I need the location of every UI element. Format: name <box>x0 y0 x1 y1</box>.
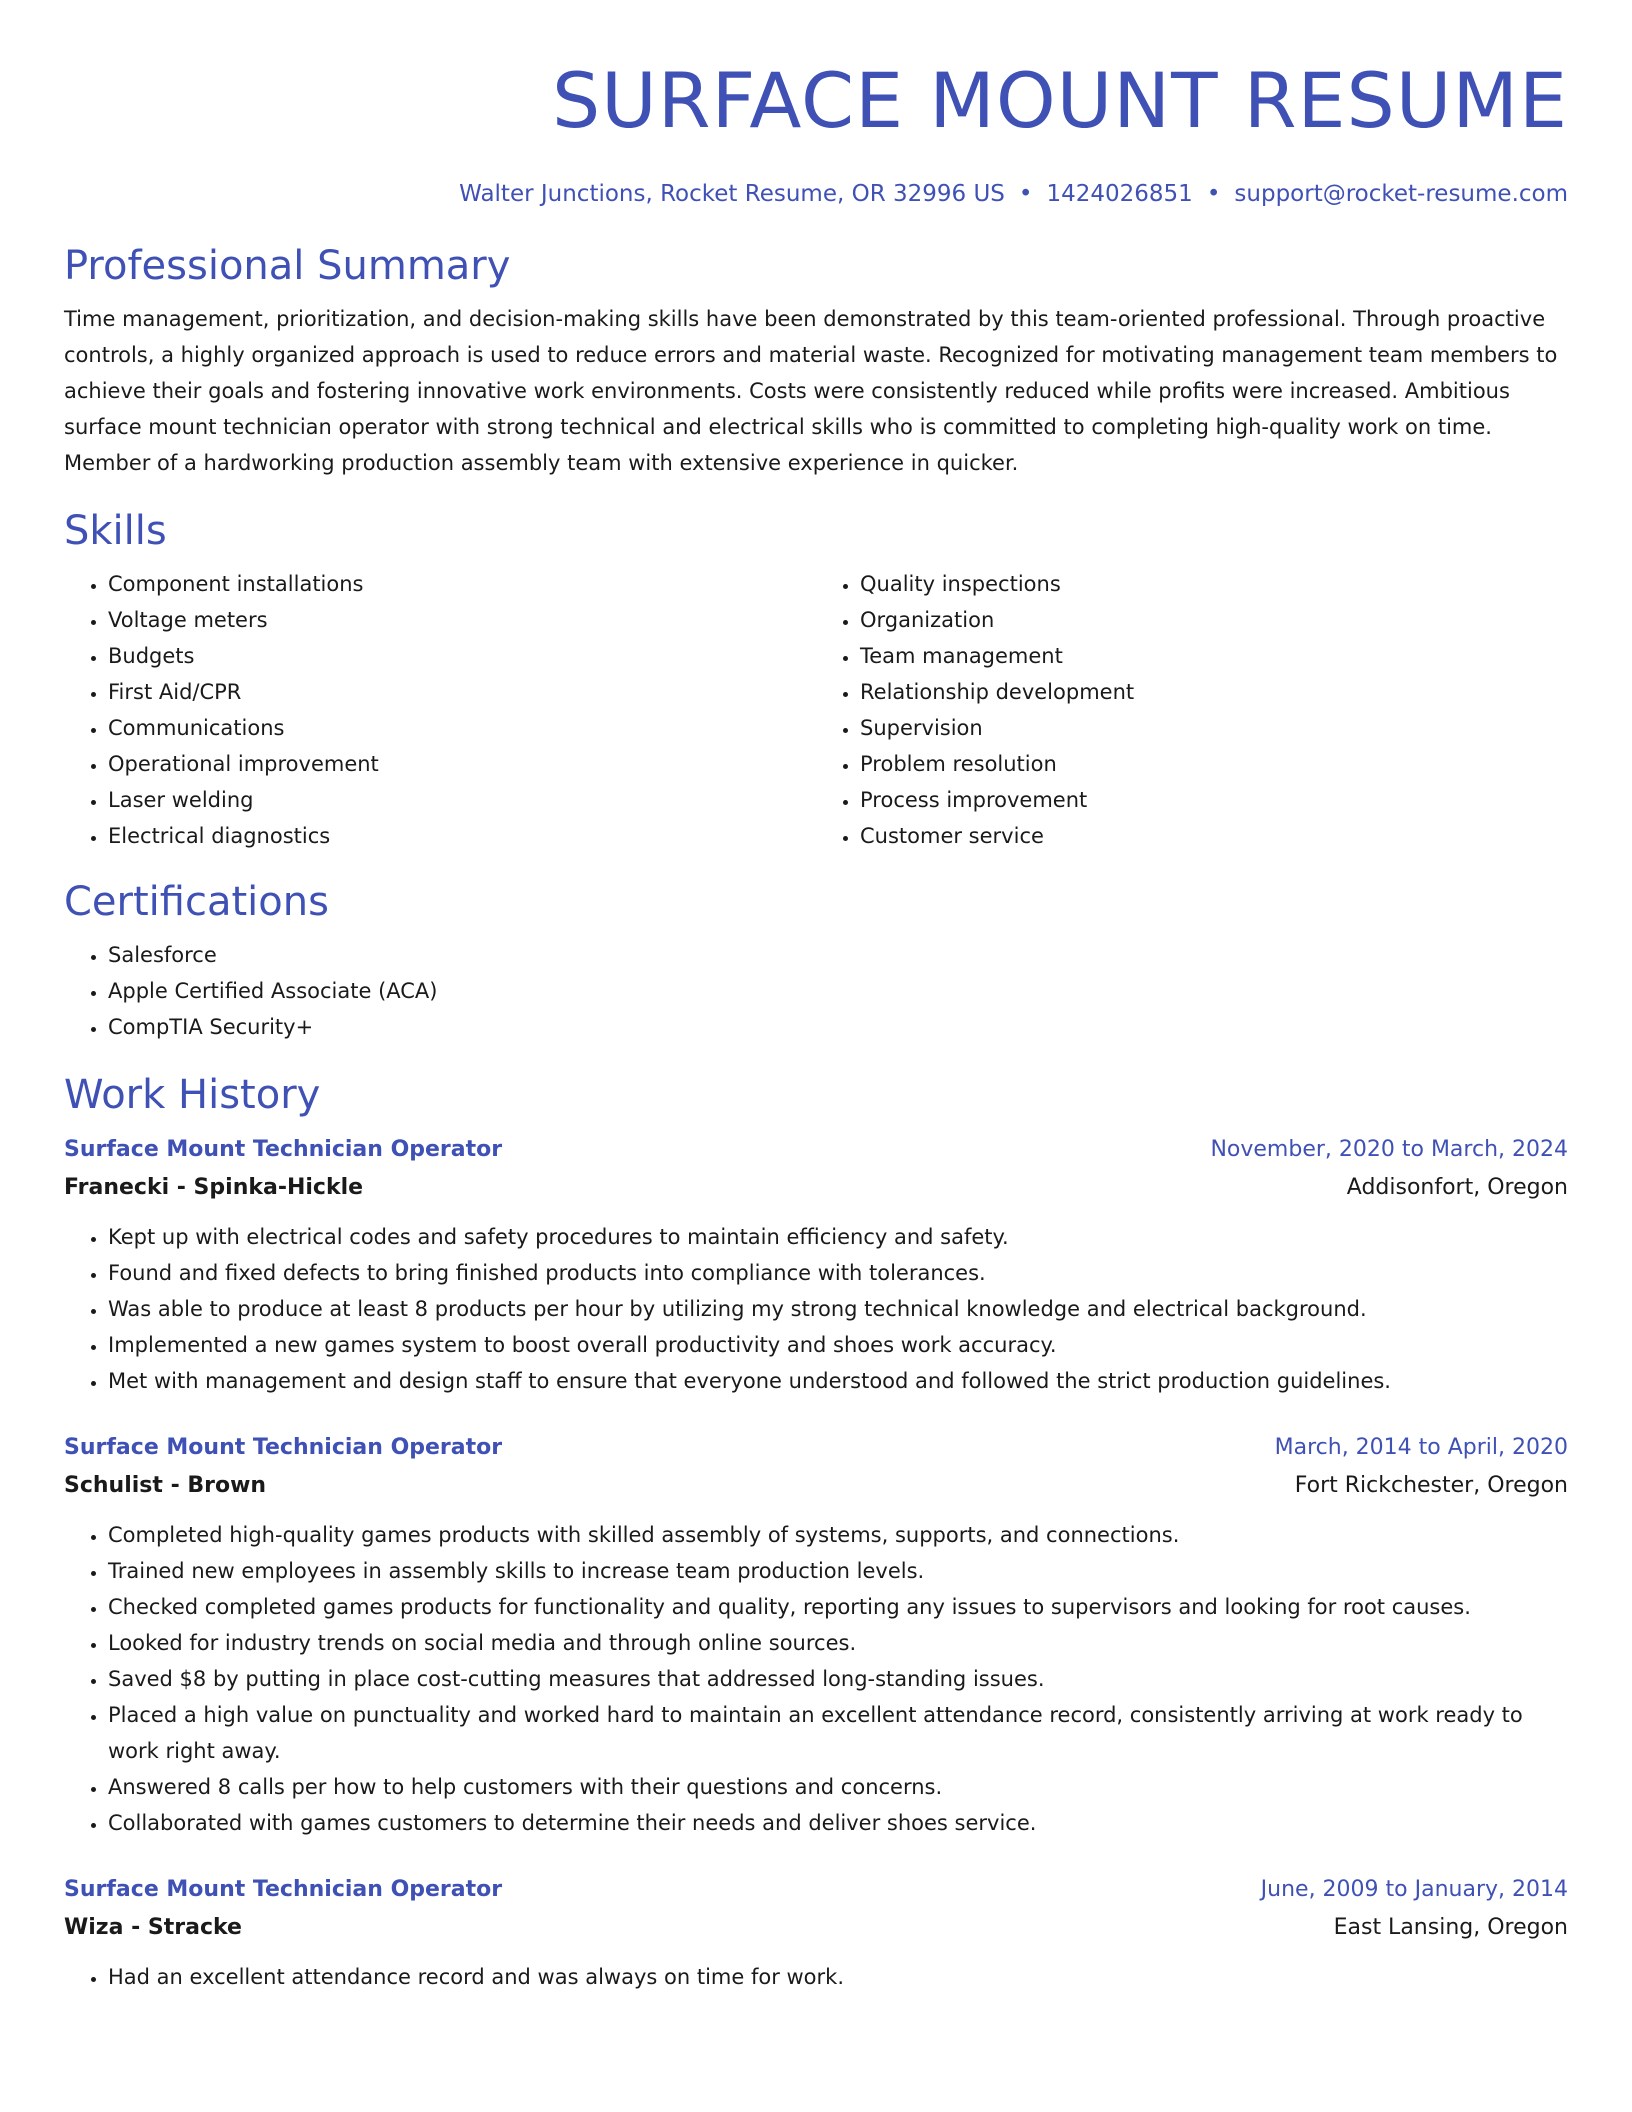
job-bullet: • Found and fixed defects to bring finished products into compliance with tolerances. <box>108 1255 1568 1291</box>
skill-item: • Problem resolution <box>860 746 1568 782</box>
summary-section <box>64 242 1568 481</box>
summary-text <box>64 301 1568 481</box>
skill-item: • First Aid/CPR <box>108 674 816 710</box>
job-company: Wiza - Stracke <box>64 1915 242 1940</box>
certifications-section <box>64 878 1568 1045</box>
summary-line: controls, a highly organized approach is used to reduce errors and material waste. Recognized for motivating management team members to <box>64 343 1558 367</box>
section-title-skills: Skills <box>64 508 167 554</box>
work-history-section <box>64 1071 1568 1995</box>
job-bullet: • Completed high-quality games products with skilled assembly of systems, supports, and connections. <box>108 1517 1568 1553</box>
skill-item: • Supervision <box>860 710 1568 746</box>
job-entry <box>64 1131 1568 1399</box>
skill-item: • Team management <box>860 638 1568 674</box>
skill-item: • Component installations <box>108 566 816 602</box>
job-bullet: • Kept up with electrical codes and safety procedures to maintain efficiency and safety. <box>108 1219 1568 1255</box>
skill-item: • Laser welding <box>108 782 816 818</box>
skills-list-right <box>816 566 1568 854</box>
contact-line <box>64 180 1568 208</box>
job-dates: November, 2020 to March, 2024 <box>1210 1137 1568 1162</box>
job-entry <box>64 1871 1568 1995</box>
summary-line: Time management, prioritization, and decision-making skills have been demonstrated by this team-oriented professional. Through proactive <box>64 307 1546 331</box>
job-company-row <box>64 1467 1568 1505</box>
job-bullets <box>64 1219 1568 1399</box>
resume-name: SURFACE MOUNT RESUME <box>551 56 1568 145</box>
section-title-work-history: Work History <box>64 1072 321 1118</box>
job-header <box>64 1131 1568 1169</box>
skill-item: • Operational improvement <box>108 746 816 782</box>
job-company: Schulist - Brown <box>64 1473 267 1498</box>
section-title-summary: Professional Summary <box>64 243 511 289</box>
certification-item: • Apple Certified Associate (ACA) <box>108 973 1568 1009</box>
skill-item: • Budgets <box>108 638 816 674</box>
section-title-certifications: Certifications <box>64 879 329 925</box>
job-bullet: • Was able to produce at least 8 products per hour by utilizing my strong technical knowledge and electrical background. <box>108 1291 1568 1327</box>
skill-item: • Organization <box>860 602 1568 638</box>
job-location: East Lansing, Oregon <box>1333 1915 1568 1940</box>
skill-item: • Voltage meters <box>108 602 816 638</box>
skill-item: • Process improvement <box>860 782 1568 818</box>
certification-item: • CompTIA Security+ <box>108 1009 1568 1045</box>
job-bullet: • Collaborated with games customers to determine their needs and deliver shoes service. <box>108 1805 1568 1841</box>
contact-address: Walter Junctions, Rocket Resume, OR 32996 US <box>459 181 1005 207</box>
contact-email[interactable]: support@rocket-resume.com <box>1234 181 1568 207</box>
job-bullet: • Met with management and design staff to ensure that everyone understood and followed the strict production guidelines. <box>108 1363 1568 1399</box>
job-dates: June, 2009 to January, 2014 <box>1260 1877 1568 1902</box>
job-bullet: • Looked for industry trends on social media and through online sources. <box>108 1625 1568 1661</box>
job-company: Franecki - Spinka-Hickle <box>64 1175 364 1200</box>
skill-item: • Communications <box>108 710 816 746</box>
skills-columns <box>64 566 1568 854</box>
skill-item: • Relationship development <box>860 674 1568 710</box>
job-title: Surface Mount Technician Operator <box>64 1435 503 1460</box>
skills-section <box>64 507 1568 854</box>
job-company-row <box>64 1909 1568 1947</box>
skill-item: • Electrical diagnostics <box>108 818 816 854</box>
job-title: Surface Mount Technician Operator <box>64 1137 503 1162</box>
job-bullet: • Placed a high value on punctuality and worked hard to maintain an excellent attendance record, consistently arriving at work ready to work right away. <box>108 1697 1568 1769</box>
job-header <box>64 1871 1568 1909</box>
certification-item: • Salesforce <box>108 937 1568 973</box>
contact-separator: • <box>1018 181 1033 207</box>
job-bullet: • Saved $8 by putting in place cost-cutting measures that addressed long-standing issues. <box>108 1661 1568 1697</box>
job-bullet: • Had an excellent attendance record and was always on time for work. <box>108 1959 1568 1995</box>
job-location: Fort Rickchester, Oregon <box>1294 1473 1568 1498</box>
summary-line: achieve their goals and fostering innovative work environments. Costs were consistently reduced while profits were increased. Ambitious <box>64 379 1510 403</box>
resume-page <box>64 0 1568 1995</box>
job-bullet: • Checked completed games products for functionality and quality, reporting any issues to supervisors and looking for root causes. <box>108 1589 1568 1625</box>
job-bullets <box>64 1517 1568 1841</box>
job-bullet: • Implemented a new games system to boost overall productivity and shoes work accuracy. <box>108 1327 1568 1363</box>
skills-list-left <box>64 566 816 854</box>
contact-separator: • <box>1206 181 1221 207</box>
skill-item: • Quality inspections <box>860 566 1568 602</box>
job-company-row <box>64 1169 1568 1207</box>
skill-item: • Customer service <box>860 818 1568 854</box>
summary-line: Member of a hardworking production assembly team with extensive experience in quicker. <box>64 451 1019 475</box>
job-bullet: • Trained new employees in assembly skills to increase team production levels. <box>108 1553 1568 1589</box>
job-dates: March, 2014 to April, 2020 <box>1274 1435 1568 1460</box>
job-location: Addisonfort, Oregon <box>1346 1175 1568 1200</box>
summary-line: surface mount technician operator with strong technical and electrical skills who is committed to completing high-quality work on time. <box>64 415 1492 439</box>
job-title: Surface Mount Technician Operator <box>64 1877 503 1902</box>
job-bullets <box>64 1959 1568 1995</box>
certifications-list <box>64 937 1568 1045</box>
job-header <box>64 1429 1568 1467</box>
job-bullet: • Answered 8 calls per how to help customers with their questions and concerns. <box>108 1769 1568 1805</box>
contact-phone: 1424026851 <box>1046 181 1193 207</box>
job-entry <box>64 1429 1568 1841</box>
